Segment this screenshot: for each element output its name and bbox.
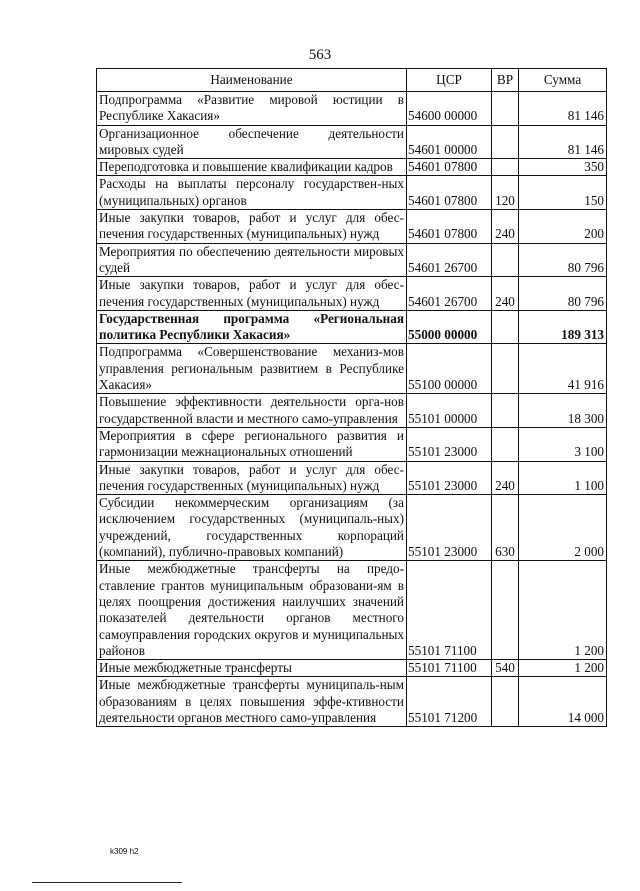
- vr-cell: 240: [492, 210, 519, 244]
- csr-cell: 55101 00000: [407, 394, 492, 428]
- sum-cell: 80 796: [519, 243, 607, 277]
- name-cell: Иные межбюджетные трансферты: [97, 660, 407, 677]
- sum-cell: 81 146: [519, 125, 607, 159]
- name-cell: Подпрограмма «Развитие мировой юстиции в Республике Хакасия»: [97, 92, 407, 126]
- table-row: [97, 344, 607, 394]
- csr-cell: 55101 23000: [407, 461, 492, 495]
- csr-cell: 55000 00000: [407, 310, 492, 344]
- name-cell: Иные закупки товаров, работ и услуг для обес-печения государственных (муниципальных) нужд: [97, 210, 407, 244]
- sum-cell: 18 300: [519, 394, 607, 428]
- csr-cell: 54600 00000: [407, 92, 492, 126]
- csr-cell: 55100 00000: [407, 344, 492, 394]
- csr-cell: 55101 71100: [407, 561, 492, 660]
- vr-cell: [492, 243, 519, 277]
- table-row: [97, 660, 607, 677]
- table-row: [97, 394, 607, 428]
- table-body: [97, 92, 607, 727]
- header-vr: ВР: [492, 69, 519, 92]
- vr-cell: [492, 310, 519, 344]
- vr-cell: 240: [492, 277, 519, 311]
- header-sum: Сумма: [519, 69, 607, 92]
- vr-cell: [492, 394, 519, 428]
- table-row: [97, 176, 607, 210]
- name-cell: Организационное обеспечение деятельности мировых судей: [97, 125, 407, 159]
- csr-cell: 54601 07800: [407, 159, 492, 176]
- sum-cell: 14 000: [519, 677, 607, 727]
- csr-cell: 54601 07800: [407, 210, 492, 244]
- name-cell: Иные закупки товаров, работ и услуг для обес-печения государственных (муниципальных) нужд: [97, 277, 407, 311]
- vr-cell: [492, 344, 519, 394]
- page-number: 563: [308, 47, 332, 63]
- header-name: Наименование: [97, 69, 407, 92]
- sum-cell: 1 200: [519, 660, 607, 677]
- csr-cell: 54601 26700: [407, 243, 492, 277]
- vr-cell: [492, 159, 519, 176]
- table-row: [97, 677, 607, 727]
- table-row: [97, 92, 607, 126]
- sum-cell: 80 796: [519, 277, 607, 311]
- name-cell: Мероприятия по обеспечению деятельности мировых судей: [97, 243, 407, 277]
- csr-cell: 54601 07800: [407, 176, 492, 210]
- csr-cell: 55101 71200: [407, 677, 492, 727]
- budget-table: [96, 68, 607, 727]
- sum-cell: 81 146: [519, 92, 607, 126]
- sum-cell: 2 000: [519, 495, 607, 561]
- table-row: [97, 495, 607, 561]
- table-row: [97, 243, 607, 277]
- sum-cell: 350: [519, 159, 607, 176]
- csr-cell: 54601 26700: [407, 277, 492, 311]
- vr-cell: [492, 677, 519, 727]
- sum-cell: 41 916: [519, 344, 607, 394]
- table-row: [97, 210, 607, 244]
- name-cell: Мероприятия в сфере регионального развития и гармонизации межнациональных отношений: [97, 427, 407, 461]
- vr-cell: 540: [492, 660, 519, 677]
- table-row: [97, 125, 607, 159]
- name-cell: Иные межбюджетные трансферты на предо-ставление грантов муниципальным образовани-ям в целях поощрения достижения наилучших значений показателей деятельности органов местного самоуправления городских округов и муниципальных районов: [97, 561, 407, 660]
- sum-cell: 3 100: [519, 427, 607, 461]
- name-cell: Повышение эффективности деятельности орга-нов государственной власти и местного само-управления: [97, 394, 407, 428]
- table-row: [97, 461, 607, 495]
- name-cell: Иные закупки товаров, работ и услуг для обес-печения государственных (муниципальных) нужд: [97, 461, 407, 495]
- vr-cell: 120: [492, 176, 519, 210]
- table-row: [97, 159, 607, 176]
- table-row: [97, 277, 607, 311]
- table-row: [97, 310, 607, 344]
- sum-cell: 150: [519, 176, 607, 210]
- csr-cell: 55101 71100: [407, 660, 492, 677]
- footer-code: k309 h2: [110, 847, 139, 856]
- csr-cell: 54601 00000: [407, 125, 492, 159]
- csr-cell: 55101 23000: [407, 427, 492, 461]
- name-cell: Переподготовка и повышение квалификации кадров: [97, 159, 407, 176]
- table-header-row: [97, 69, 607, 92]
- name-cell: Подпрограмма «Совершенствование механиз-мов управления региональным развитием в Республике Хакасия»: [97, 344, 407, 394]
- vr-cell: [492, 125, 519, 159]
- vr-cell: [492, 92, 519, 126]
- table-row: [97, 427, 607, 461]
- vr-cell: 630: [492, 495, 519, 561]
- sum-cell: 200: [519, 210, 607, 244]
- footer-divider: [32, 882, 182, 883]
- vr-cell: [492, 561, 519, 660]
- sum-cell: 1 200: [519, 561, 607, 660]
- name-cell: Государственная программа «Региональная политика Республики Хакасия»: [97, 310, 407, 344]
- csr-cell: 55101 23000: [407, 495, 492, 561]
- header-csr: ЦСР: [407, 69, 492, 92]
- vr-cell: 240: [492, 461, 519, 495]
- sum-cell: 189 313: [519, 310, 607, 344]
- vr-cell: [492, 427, 519, 461]
- table-row: [97, 561, 607, 660]
- name-cell: Расходы на выплаты персоналу государствен-ных (муниципальных) органов: [97, 176, 407, 210]
- name-cell: Иные межбюджетные трансферты муниципаль-ным образованиям в целях повышения эффе-ктивности деятельности органов местного само-управления: [97, 677, 407, 727]
- name-cell: Субсидии некоммерческим организациям (за исключением государственных (муниципаль-ных) учреждений, государственных корпораций (компаний), публично-правовых компаний): [97, 495, 407, 561]
- sum-cell: 1 100: [519, 461, 607, 495]
